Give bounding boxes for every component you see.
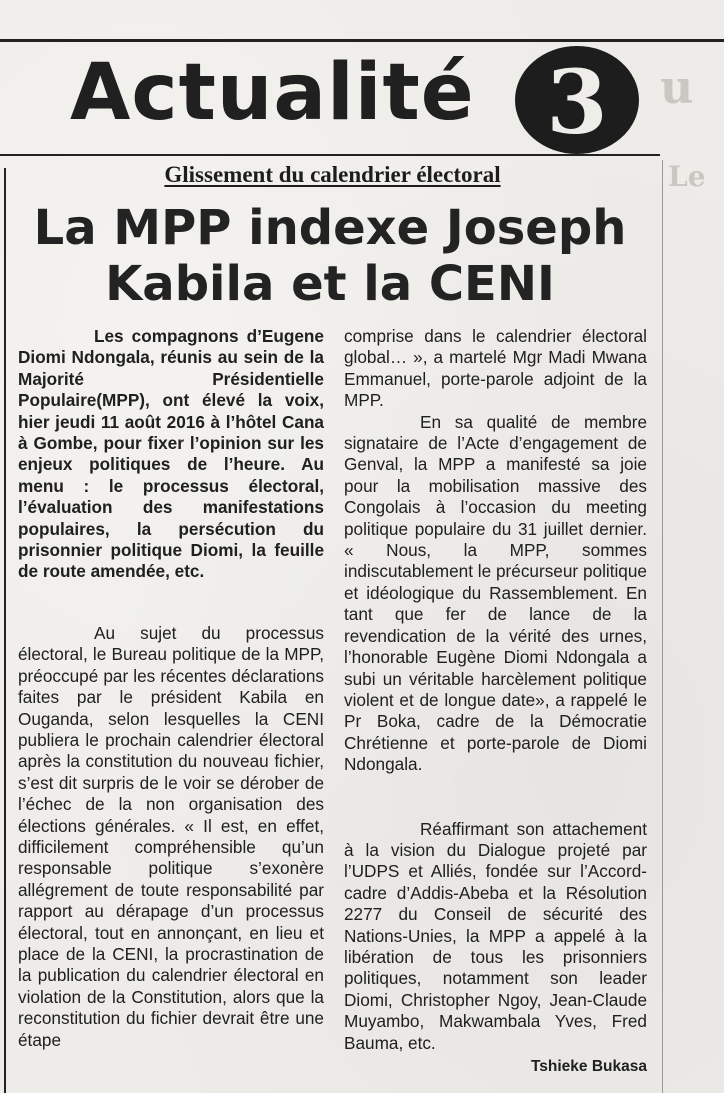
article-kicker: Glissement du calendrier électoral bbox=[164, 162, 501, 187]
article-paragraph-continued: comprise dans le calendrier électoral global… », a martelé Mgr Madi Mwana Emmanuel, porte-parole adjoint de la MPP. bbox=[344, 326, 647, 411]
paragraph-gap bbox=[344, 776, 647, 819]
article-byline: Tshieke Bukasa bbox=[530, 1058, 647, 1075]
article-column-2 bbox=[344, 326, 647, 1077]
section-masthead bbox=[70, 46, 650, 156]
paragraph-gap bbox=[18, 583, 324, 623]
bleed-through-shadow: Le bbox=[668, 160, 706, 193]
article-column-1 bbox=[18, 326, 324, 1051]
article-paragraph: En sa qualité de membre signataire de l’Acte d’engagement de Genval, la MPP a manifesté sa joie pour la mobilisation massive des Congolais à l’occasion du meeting politique populaire du 31 juillet dernier. « Nous, la MPP, sommes indiscutablement le précurseur politique et idéologique du Rassemblement. En tant que fer de lance de la revendication de la vérité des urnes, l’honorable Eugène Diomi Ndongala a subi un véritable harcèlement politique violent et de longue date», a rappelé le Pr Boka, cadre de la Démocratie Chrétienne et porte-parole de Diomi Ndongala. bbox=[344, 411, 647, 775]
left-margin-rule bbox=[4, 168, 6, 1093]
article-paragraph: Réaffirmant son attachement à la vision du Dialogue projeté par l’UDPS et Alliés, fondée sur l’Accord-cadre d’Addis-Abeba et la Résolution 2277 du Conseil de sécurité des Nations-Unies, la MPP a appelé à la libération de tous les prisonniers politiques, notamment son leader Diomi, Christopher Ngoy, Jean-Claude Muyambo, Makwambala Yves, Fred Bauma, etc. bbox=[344, 818, 647, 1053]
top-rule bbox=[0, 39, 724, 42]
right-margin-line bbox=[662, 160, 663, 1093]
page-number-badge bbox=[515, 46, 639, 154]
bleed-through-shadow: u bbox=[660, 60, 694, 114]
article-lead: Les compagnons d’Eugene Diomi Ndongala, réunis au sein de la Majorité Présidentielle Populaire(MPP), ont élevé la voix, hier jeudi 11 août 2016 à l’hôtel Cana à Gombe, pour fixer l’opinion sur les enjeux politiques de l’heure. Au menu : le processus électoral, l’évaluation des manifestations populaires, la persécution du prisonnier politique Diomi, la feuille de route amendée, etc. bbox=[18, 326, 324, 582]
section-title: Actualité bbox=[70, 48, 475, 138]
article-headline: La MPP indexe Joseph Kabila et la CENI bbox=[33, 200, 627, 312]
page-number: 3 bbox=[546, 50, 608, 154]
article-paragraph: Au sujet du processus électoral, le Bureau politique de la MPP, préoccupé par les récentes déclarations faites par le président Kabila en Ouganda, selon lesquelles la CENI publiera le prochain calendrier électoral après la constitution du nouveau fichier, s’est dit surpris de le voir se dérober de l’échec de la non organisation des élections générales. « Il est, en effet, difficilement compréhensible qu’un responsable politique s’exonère allégrement de toute responsabilité par rapport au dérapage d’un processus électoral, tout en annonçant, en lieu et place de la CENI, la procrastination de la publication du calendrier électoral en violation de la Constitution, alors que la reconstitution du fichier devrait être une étape bbox=[18, 622, 324, 1050]
